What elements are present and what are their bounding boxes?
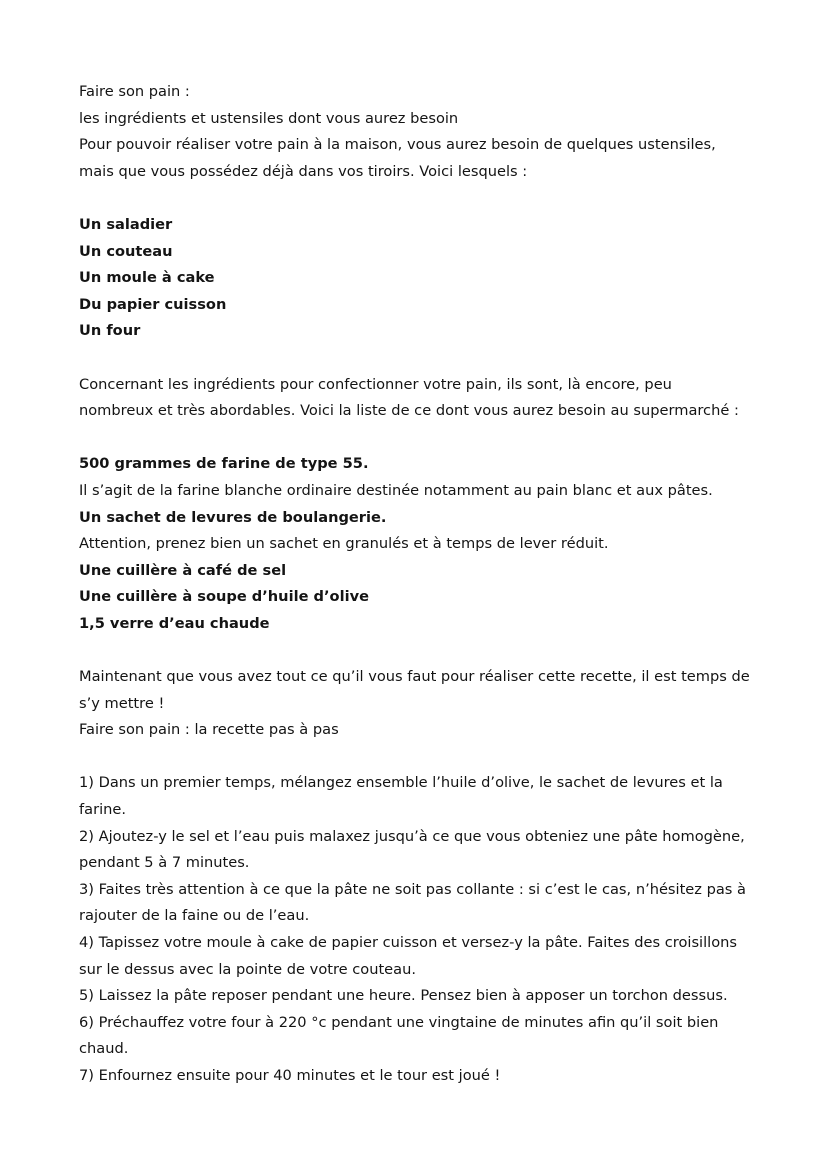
recipe-step: 7) Enfournez ensuite pour 40 minutes et le tour est joué !: [79, 1066, 501, 1084]
ingredients-intro-line: nombreux et très abordables. Voici la liste de ce dont vous aurez besoin au supermarché :: [79, 402, 739, 420]
recipe-step: 4) Tapissez votre moule à cake de papier cuisson et versez-y la pâte. Faites des croisillons: [79, 934, 737, 951]
intro-text-line: mais que vous possédez déjà dans vos tiroirs. Voici lesquels :: [79, 162, 528, 180]
spacer: [79, 185, 759, 212]
recipe-step: chaud.: [79, 1040, 129, 1058]
transition-line: Maintenant que vous avez tout ce qu’il vous faut pour réaliser cette recette, il est temps de: [79, 668, 750, 686]
transition-line: s’y mettre !: [79, 694, 165, 712]
utensil-item: Un four: [79, 322, 141, 340]
intro-text-line: Pour pouvoir réaliser votre pain à la maison, vous aurez besoin de quelques ustensiles,: [79, 136, 716, 154]
recipe-step: 3) Faites très attention à ce que la pâte ne soit pas collante : si c’est le cas, n’hésitez pas à: [79, 880, 746, 898]
recipe-step: rajouter de la faine ou de l’eau.: [79, 907, 310, 925]
ingredient-note: Attention, prenez bien un sachet en granulés et à temps de lever réduit.: [79, 535, 609, 553]
utensil-item: Du papier cuisson: [79, 295, 227, 313]
utensil-item: Un moule à cake: [79, 269, 215, 287]
recipe-step: 2) Ajoutez-y le sel et l’eau puis malaxez jusqu’à ce que vous obteniez une pâte homogène,: [79, 827, 745, 845]
recipe-step: 6) Préchauffez votre four à 220 °c pendant une vingtaine de minutes afin qu’il soit bien: [79, 1013, 719, 1031]
recipe-step: 5) Laissez la pâte reposer pendant une heure. Pensez bien à apposer un torchon dessus.: [79, 987, 728, 1005]
ingredient-note: Il s’agit de la farine blanche ordinaire destinée notamment au pain blanc et aux pâtes.: [79, 481, 713, 499]
recipe-step: pendant 5 à 7 minutes.: [79, 854, 250, 872]
recipe-step: 1) Dans un premier temps, mélangez ensemble l’huile d’olive, le sachet de levures et la: [79, 774, 723, 792]
spacer: [79, 345, 759, 372]
ingredient-water: 1,5 verre d’eau chaude: [79, 614, 270, 632]
spacer: [79, 744, 759, 771]
recipe-step: sur le dessus avec la pointe de votre couteau.: [79, 960, 416, 978]
document-title: Faire son pain :: [79, 83, 190, 100]
document-page: [79, 79, 759, 1090]
ingredient-salt: Une cuillère à café de sel: [79, 561, 287, 579]
ingredient-flour: 500 grammes de farine de type 55.: [79, 455, 369, 473]
utensil-item: Un saladier: [79, 215, 173, 233]
ingredient-oil: Une cuillère à soupe d’huile d’olive: [79, 588, 369, 606]
spacer: [79, 637, 759, 664]
recipe-step: farine.: [79, 801, 127, 819]
ingredient-yeast: Un sachet de levures de boulangerie.: [79, 508, 387, 526]
ingredients-intro-line: Concernant les ingrédients pour confectionner votre pain, ils sont, là encore, peu: [79, 375, 672, 393]
section-subtitle: les ingrédients et ustensiles dont vous aurez besoin: [79, 109, 459, 127]
spacer: [79, 425, 759, 452]
utensil-item: Un couteau: [79, 242, 173, 260]
recipe-heading: Faire son pain : la recette pas à pas: [79, 721, 339, 739]
